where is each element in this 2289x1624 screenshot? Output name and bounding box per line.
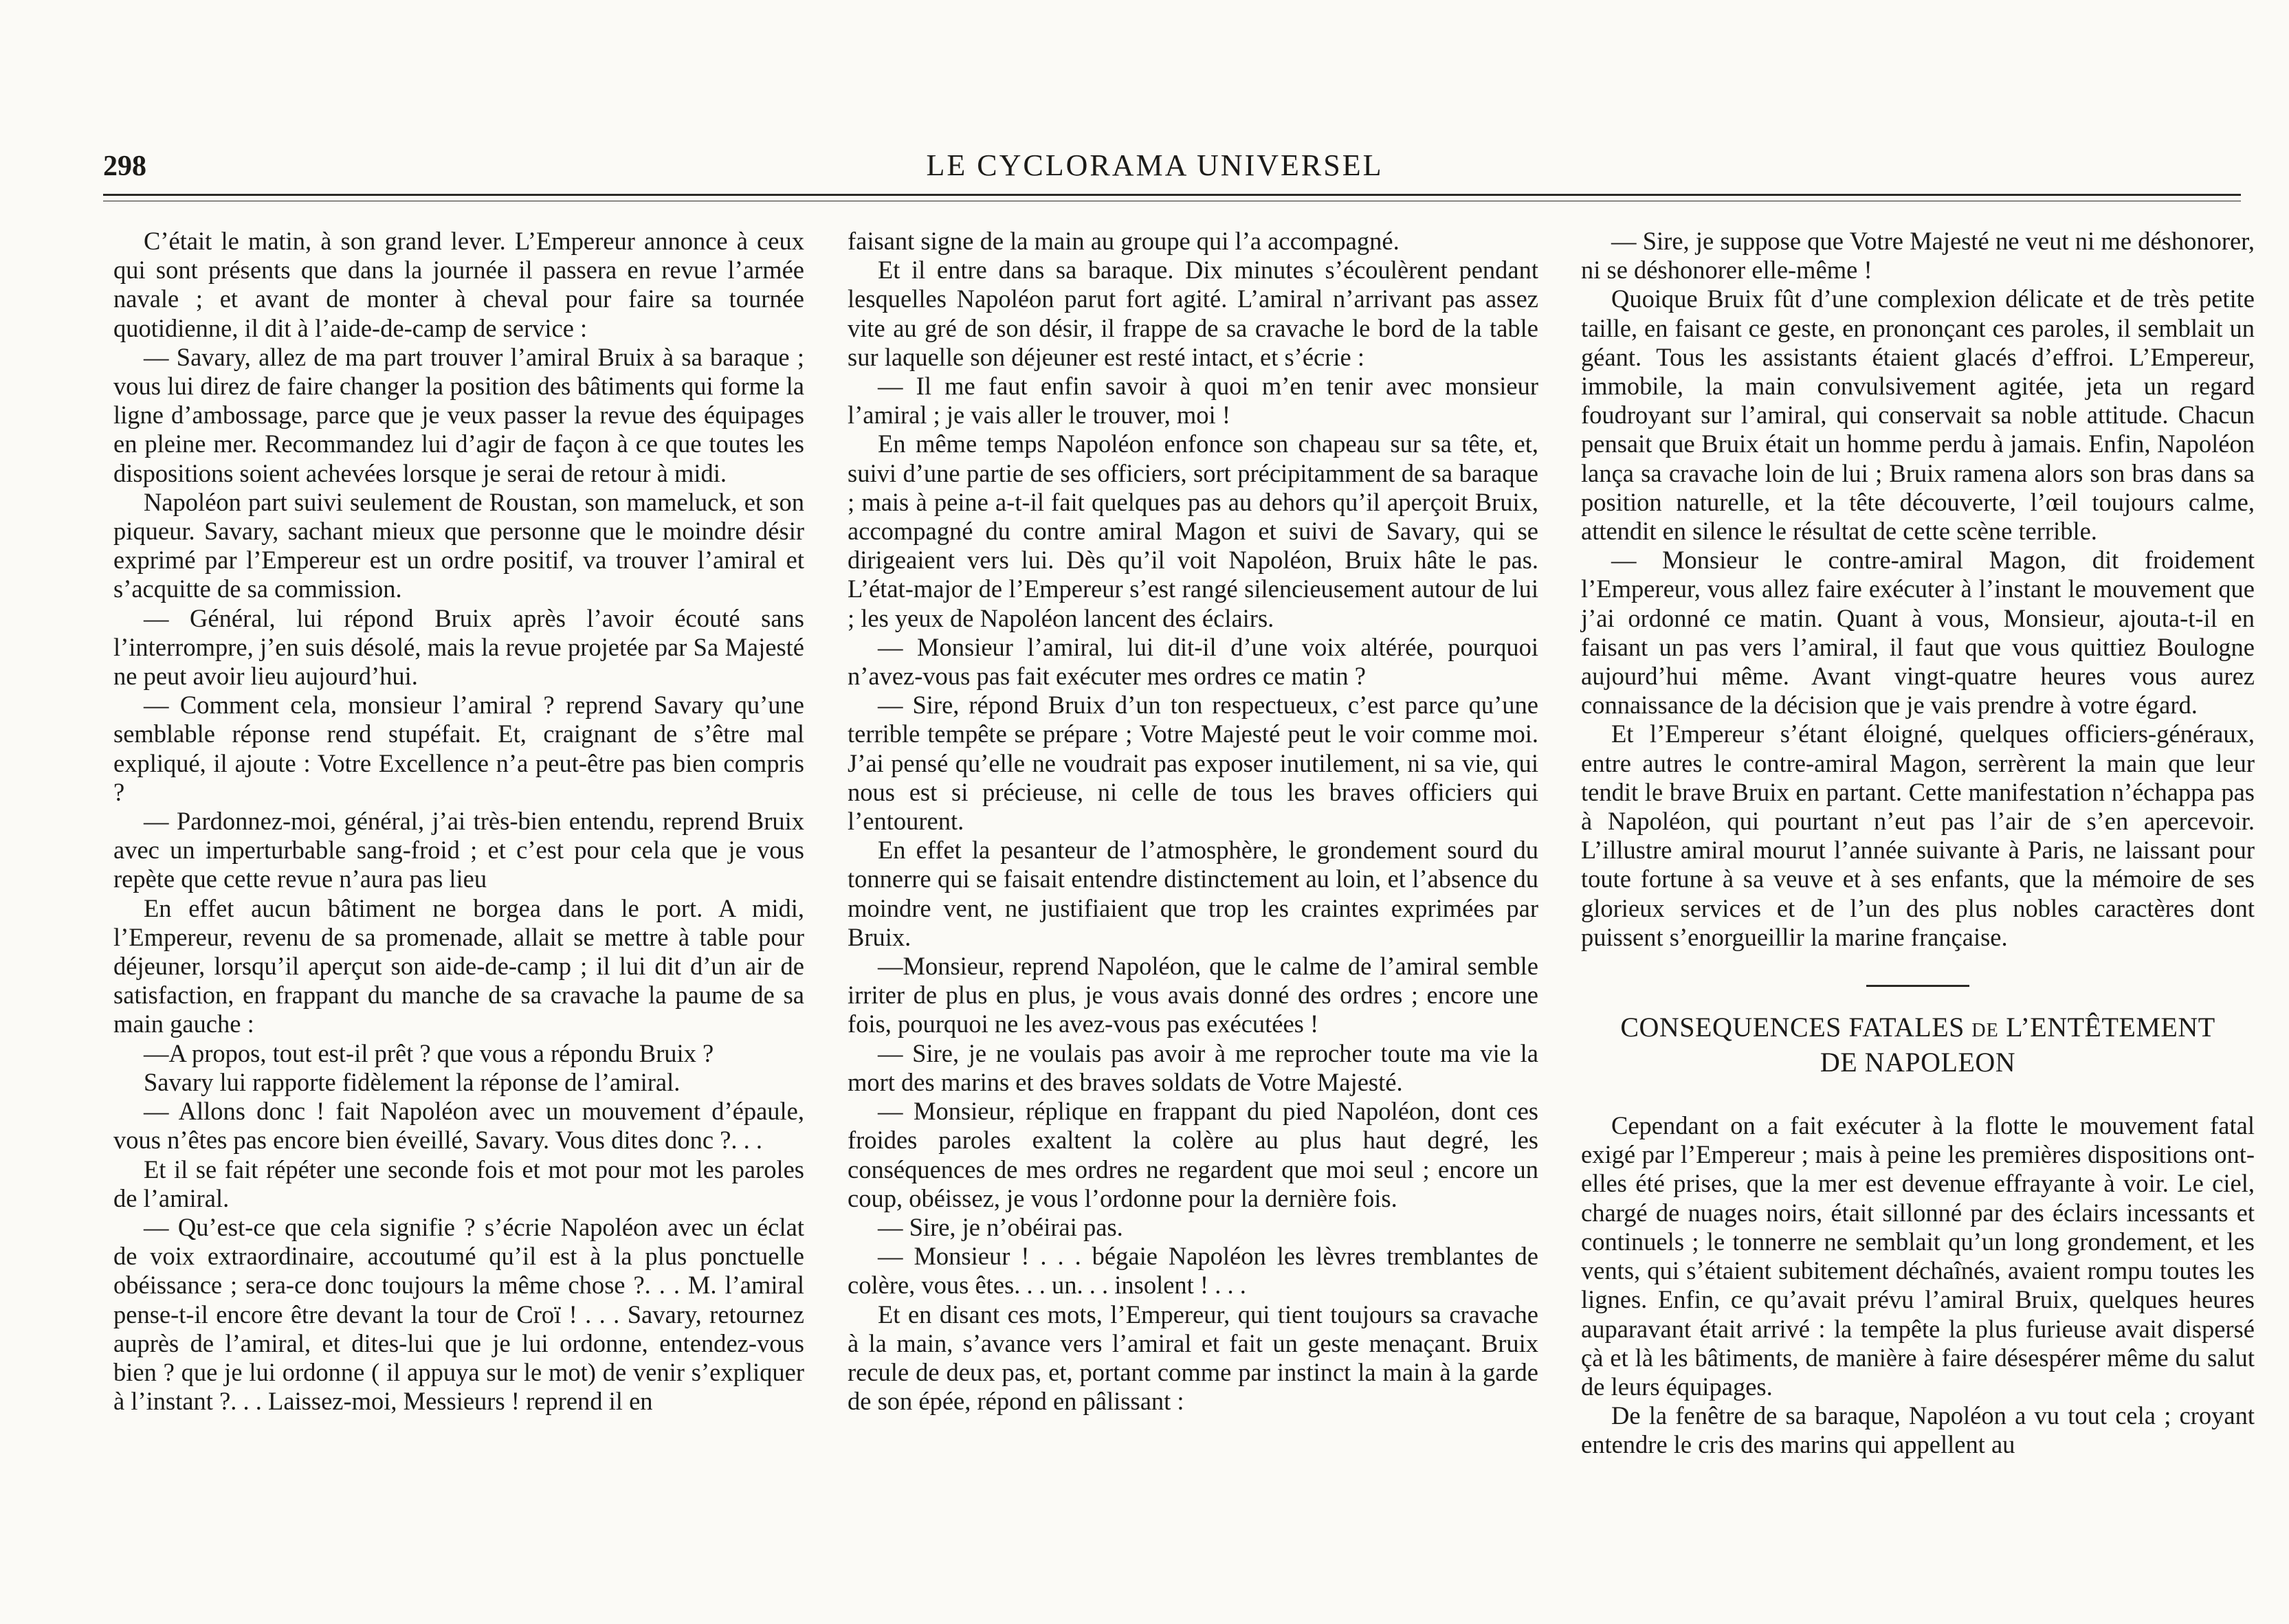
running-head: LE CYCLORAMA UNIVERSEL [926,148,1384,182]
paragraph: Quoique Bruix fût d’une complexion délicate et de très petite taille, en faisant ce geste, en prononçant ces paroles, il semblait un géant. Tous les assistants étaient glacés d’effroi. L’Empereur, immobile, la main convulsivement agitée, jeta un regard foudroyant sur l’amiral, qui conservait sa noble attitude. Chacun pensait que Bruix était un homme perdu à jamais. Enfin, Napoléon lança sa cravache loin de lui ; Bruix ramena alors son bras dans sa position naturelle, et la tête découverte, l’œil toujours calme, attendit en silence le résultat de cette scène terrible. [1581,285,2255,546]
header-rule [103,194,2241,196]
section-title-part1: CONSEQUENCES FATALES [1620,1012,1965,1043]
paragraph: Et il se fait répéter une seconde fois et mot pour mot les paroles de l’amiral. [113,1155,804,1212]
paragraph: — Général, lui répond Bruix après l’avoir écouté sans l’interrompre, j’en suis désolé, mais la revue projetée par Sa Majesté ne peut avoir lieu aujourd’hui. [113,603,804,691]
paragraph: C’était le matin, à son grand lever. L’Empereur annonce à ceux qui sont présents que dans la journée il passera en revue l’armée navale ; et avant de monter à cheval pour faire sa tournée quotidienne, il dit à l’aide-de-camp de service : [113,227,804,342]
column-1 [113,227,804,1416]
paragraph: Savary lui rapporte fidèlement la réponse de l’amiral. [144,1067,681,1096]
section-title-line2: DE NAPOLEON [1820,1047,2016,1078]
paragraph: — Sire, je suppose que Votre Majesté ne veut ni me déshonorer, ni se déshonorer elle-même ! [1581,227,2255,285]
paragraph: — Comment cela, monsieur l’amiral ? reprend Savary qu’une semblable réponse rend stupéfait. Et, craignant de s’être mal expliqué, il ajoute : Votre Excellence n’a peut-être pas bien compris ? [113,691,804,806]
paragraph: — Monsieur, réplique en frappant du pied Napoléon, dont ces froides paroles exaltent la colère au plus haut degré, les conséquences de mes ordres ne regardent que moi seul ; encore un coup, obéissez, je vous l’ordonne pour la dernière fois. [848,1097,1538,1212]
paragraph: faisant signe de la main au groupe qui l’a accompagné. [848,227,1400,255]
column-3 [1581,227,2255,1460]
paragraph: — Monsieur l’amiral, lui dit-il d’une voix altérée, pourquoi n’avez-vous pas fait exécuter mes ordres ce matin ? [848,632,1538,691]
section-paragraph: Cependant on a fait exécuter à la flotte le mouvement fatal exigé par l’Empereur ; mais à peine les premières dispositions ont-elles été prises, que la mer est devenue effrayante à voir. Le ciel, chargé de nuages noirs, était sillonné par des éclairs incessants et continuels ; le tonnerre ne semblait qu’un long grondement, et les vents, qui s’étaient subitement déchaînés, avaient rompu toutes les lignes. Enfin, ce qu’avait prévu l’amiral Bruix, quelques heures auparavant était arrivé : la tempête la plus furieuse avait dispersé çà et là les bâtiments, de manière à faire désespérer même du salut de leurs équipages. [1581,1111,2255,1401]
column-3-body [1581,227,2255,952]
paragraph: — Savary, allez de ma part trouver l’amiral Bruix à sa baraque ; vous lui direz de faire changer la position des bâtiments qui forme la ligne d’ambossage, parce que je veux passer la revue des équipages en pleine mer. Recommandez lui d’agir de façon à ce que toutes les dispositions soient achevées lorsque je serai de retour à midi. [113,342,804,487]
paragraph: — Monsieur le contre-amiral Magon, dit froidement l’Empereur, vous allez faire exécuter à l’instant le mouvement que j’ai ordonné ce matin. Quant à vous, Monsieur, ajouta-t-il en faisant un pas vers l’amiral, il faut que vous quittiez Boulogne aujourd’hui même. Avant vingt-quatre heures vous aurez connaissance de la décision que je vais prendre à votre égard. [1581,546,2255,720]
paragraph: — Qu’est-ce que cela signifie ? s’écrie Napoléon avec un éclat de voix extraordinaire, accoutumé qu’il est à la plus ponctuelle obéissance ; sera-ce donc toujours la même chose ?. . . M. l’amiral pense-t-il encore être devant la tour de Croï ! . . . Savary, retournez auprès de l’amiral, et dites-lui que je lui ordonne, entendez-vous bien ? que je lui ordonne ( il appuya sur le mot) de venir s’expliquer à l’instant ?. . . Laissez-moi, Messieurs ! reprend il en [113,1212,804,1416]
paragraph: En effet aucun bâtiment ne borgea dans le port. A midi, l’Empereur, revenu de sa promenade, allait se mettre à table pour déjeuner, lorsqu’il aperçut son aide-de-camp ; il lui dit d’un air de satisfaction, en frappant du manche de sa cravache la paume de sa main gauche : [113,893,804,1038]
paragraph: — Sire, je n’obéirai pas. [878,1212,1123,1241]
section-rule [1866,985,1969,987]
paragraph: —Monsieur, reprend Napoléon, que le calme de l’amiral semble irriter de plus en plus, je vous avais donné des ordres ; encore une fois, pourquoi ne les avez-vous pas exécutées ! [848,952,1538,1038]
paragraph: En même temps Napoléon enfonce son chapeau sur sa tête, et, suivi d’une partie de ses officiers, sort précipitamment de sa baraque ; mais à peine a-t-il fait quelques pas au dehors qu’il aperçoit Bruix, accompagné du contre amiral Magon et suivi de Savary, qui se dirigeaient vers lui. Dès qu’il voit Napoléon, Bruix hâte le pas. L’état-major de l’Empereur s’est rangé silencieusement autour de lui ; les yeux de Napoléon lancent des éclairs. [848,430,1538,632]
paragraph: Napoléon part suivi seulement de Roustan, son mameluck, et son piqueur. Savary, sachant mieux que personne que le moindre désir exprimé par l’Empereur est un ordre positif, va trouver l’amiral et s’acquitte de sa commission. [113,487,804,603]
paragraph: Et en disant ces mots, l’Empereur, qui tient toujours sa cravache à la main, s’avance vers l’amiral et fait un geste menaçant. Bruix recule de deux pas, et, portant comme par instinct la main à la garde de son épée, répond en pâlissant : [848,1300,1538,1416]
section-body [1581,1111,2255,1459]
section-paragraph: De la fenêtre de sa baraque, Napoléon a vu tout cela ; croyant entendre le cris des marins qui appellent au [1581,1401,2255,1459]
section-title-small: DE [1971,1020,1999,1042]
paragraph: Et l’Empereur s’étant éloigné, quelques officiers-généraux, entre autres le contre-amiral Magon, serrèrent la main que leur tendit le brave Bruix en partant. Cette manifestation n’échappa pas à Napoléon, qui pourtant n’eut pas l’air de s’en apercevoir. L’illustre amiral mourut l’année suivante à Paris, ne laissant pour toute fortune à sa veuve et à ses enfants, que la mémoire de ses glorieux services et de l’un des plus nobles caractères dont puissent s’enorgueillir la marine française. [1581,720,2255,951]
paragraph: — Pardonnez-moi, général, j’ai très-bien entendu, reprend Bruix avec un imperturbable sang-froid ; et c’est pour cela que je vous repète que cette revue n’aura pas lieu [113,807,804,893]
paragraph: Et il entre dans sa baraque. Dix minutes s’écoulèrent pendant lesquelles Napoléon parut fort agité. L’amiral n’arrivant pas assez vite au gré de son désir, il frappe de sa cravache le bord de la table sur laquelle son déjeuner est resté intact, et s’écrie : [848,256,1538,371]
section-title [1581,1012,2255,1078]
paragraph: — Il me faut enfin savoir à quoi m’en tenir avec monsieur l’amiral ; je vais aller le trouver, moi ! [848,372,1538,430]
page-number: 298 [103,151,146,182]
column-2 [848,227,1538,1416]
paragraph: En effet la pesanteur de l’atmosphère, le grondement sourd du tonnerre qui se faisait entendre distinctement au loin, et l’absence du moindre vent, ne justifiaient que trop les craintes exprimées par Bruix. [848,836,1538,951]
paragraph: — Allons donc ! fait Napoléon avec un mouvement d’épaule, vous n’êtes pas encore bien éveillé, Savary. Vous dites donc ?. . . [113,1097,804,1155]
paragraph: — Sire, répond Bruix d’un ton respectueux, c’est parce qu’une terrible tempête se prépare ; Votre Majesté peut le voir comme moi. J’ai pensé qu’elle ne voudrait pas exposer inutilement, ni sa vie, qui nous est si précieuse, ni celle de tous les braves officiers qui l’entourent. [848,691,1538,836]
section-title-part2: L’ENTÊTEMENT [2006,1012,2215,1043]
paragraph: — Sire, je ne voulais pas avoir à me reprocher toute ma vie la mort des marins et des braves soldats de Votre Majesté. [848,1038,1538,1096]
paragraph: —A propos, tout est-il prêt ? que vous a répondu Bruix ? [144,1038,714,1067]
paragraph: — Monsieur ! . . . bégaie Napoléon les lèvres tremblantes de colère, vous êtes. . . un. . . insolent ! . . . [848,1242,1538,1300]
